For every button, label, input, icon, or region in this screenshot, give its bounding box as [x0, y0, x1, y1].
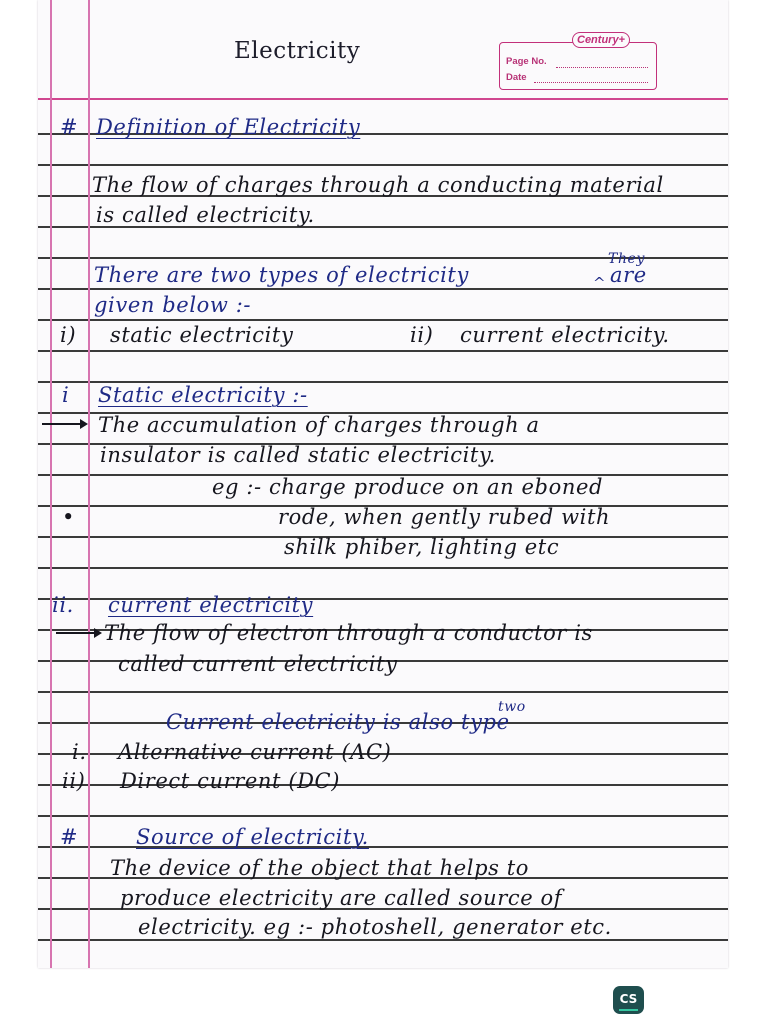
- current-type-2-label: Direct current (DC): [120, 769, 341, 793]
- type-1-label: static electricity: [110, 323, 294, 347]
- type-2-marker: ii): [410, 323, 434, 347]
- type-2-label: current electricity.: [460, 323, 670, 347]
- types-intro-line-2: given below :-: [94, 293, 252, 317]
- source-heading-marker: #: [60, 825, 79, 849]
- types-intro-line-1: There are two types of electricity: [94, 263, 469, 287]
- insertion-caret: ^: [593, 274, 607, 292]
- header-rule: [38, 98, 728, 100]
- current-type-2-marker: ii): [62, 769, 86, 793]
- stamp-date-label: Date: [506, 72, 527, 83]
- definition-line-2: is called electricity.: [96, 203, 315, 227]
- definition-line-1: The flow of charges through a conducting material: [92, 173, 664, 197]
- source-definition-line-3: electricity. eg :- photoshell, generator etc.: [138, 915, 612, 939]
- current-marker: ii.: [52, 593, 74, 617]
- static-example-line-1: eg :- charge produce on an eboned: [212, 475, 604, 499]
- static-example-line-2: rode, when gently rubed with: [278, 505, 611, 529]
- camscanner-badge: CS: [613, 986, 644, 1014]
- current-type-1-label: Alternative current (AC): [118, 740, 392, 764]
- current-types-line: Current electricity is also type: [166, 710, 510, 734]
- static-heading: Static electricity :-: [98, 383, 308, 407]
- notebook-page: [38, 0, 728, 968]
- stamp-page-no-label: Page No.: [506, 56, 547, 67]
- definition-heading: Definition of Electricity: [96, 115, 361, 139]
- current-types-insert-word: two: [498, 699, 526, 715]
- source-heading: Source of electricity.: [136, 825, 369, 849]
- source-definition-line-2: produce electricity are called source of: [120, 886, 563, 910]
- current-heading: current electricity: [108, 593, 314, 617]
- page-stamp: [499, 34, 657, 90]
- types-insert-word: They: [608, 251, 645, 267]
- current-definition-line-1: The flow of electron through a conductor is: [104, 621, 593, 645]
- stamp-page-no-line: [556, 67, 648, 68]
- static-definition-line-1: The accumulation of charges through a: [98, 413, 540, 437]
- page-title: Electricity: [234, 38, 361, 64]
- margin-line-right: [88, 0, 90, 968]
- static-example-line-3: shilk phiber, lighting etc: [284, 535, 560, 559]
- stamp-date-line: [534, 82, 648, 83]
- type-1-marker: i): [60, 323, 77, 347]
- types-intro-tail: are: [610, 263, 647, 287]
- current-arrow-icon: [56, 632, 100, 634]
- definition-heading-marker: #: [60, 115, 79, 139]
- source-definition-line-1: The device of the object that helps to: [110, 856, 530, 880]
- margin-line-left: [50, 0, 52, 968]
- static-arrow-icon: [42, 423, 86, 425]
- current-type-1-marker: i.: [72, 740, 87, 764]
- stamp-brand: Century+: [572, 32, 630, 48]
- static-definition-line-2: insulator is called static electricity.: [100, 443, 496, 467]
- bullet-icon: •: [62, 505, 75, 529]
- current-definition-line-2: called current electricity: [118, 652, 398, 676]
- static-marker: i: [62, 383, 70, 407]
